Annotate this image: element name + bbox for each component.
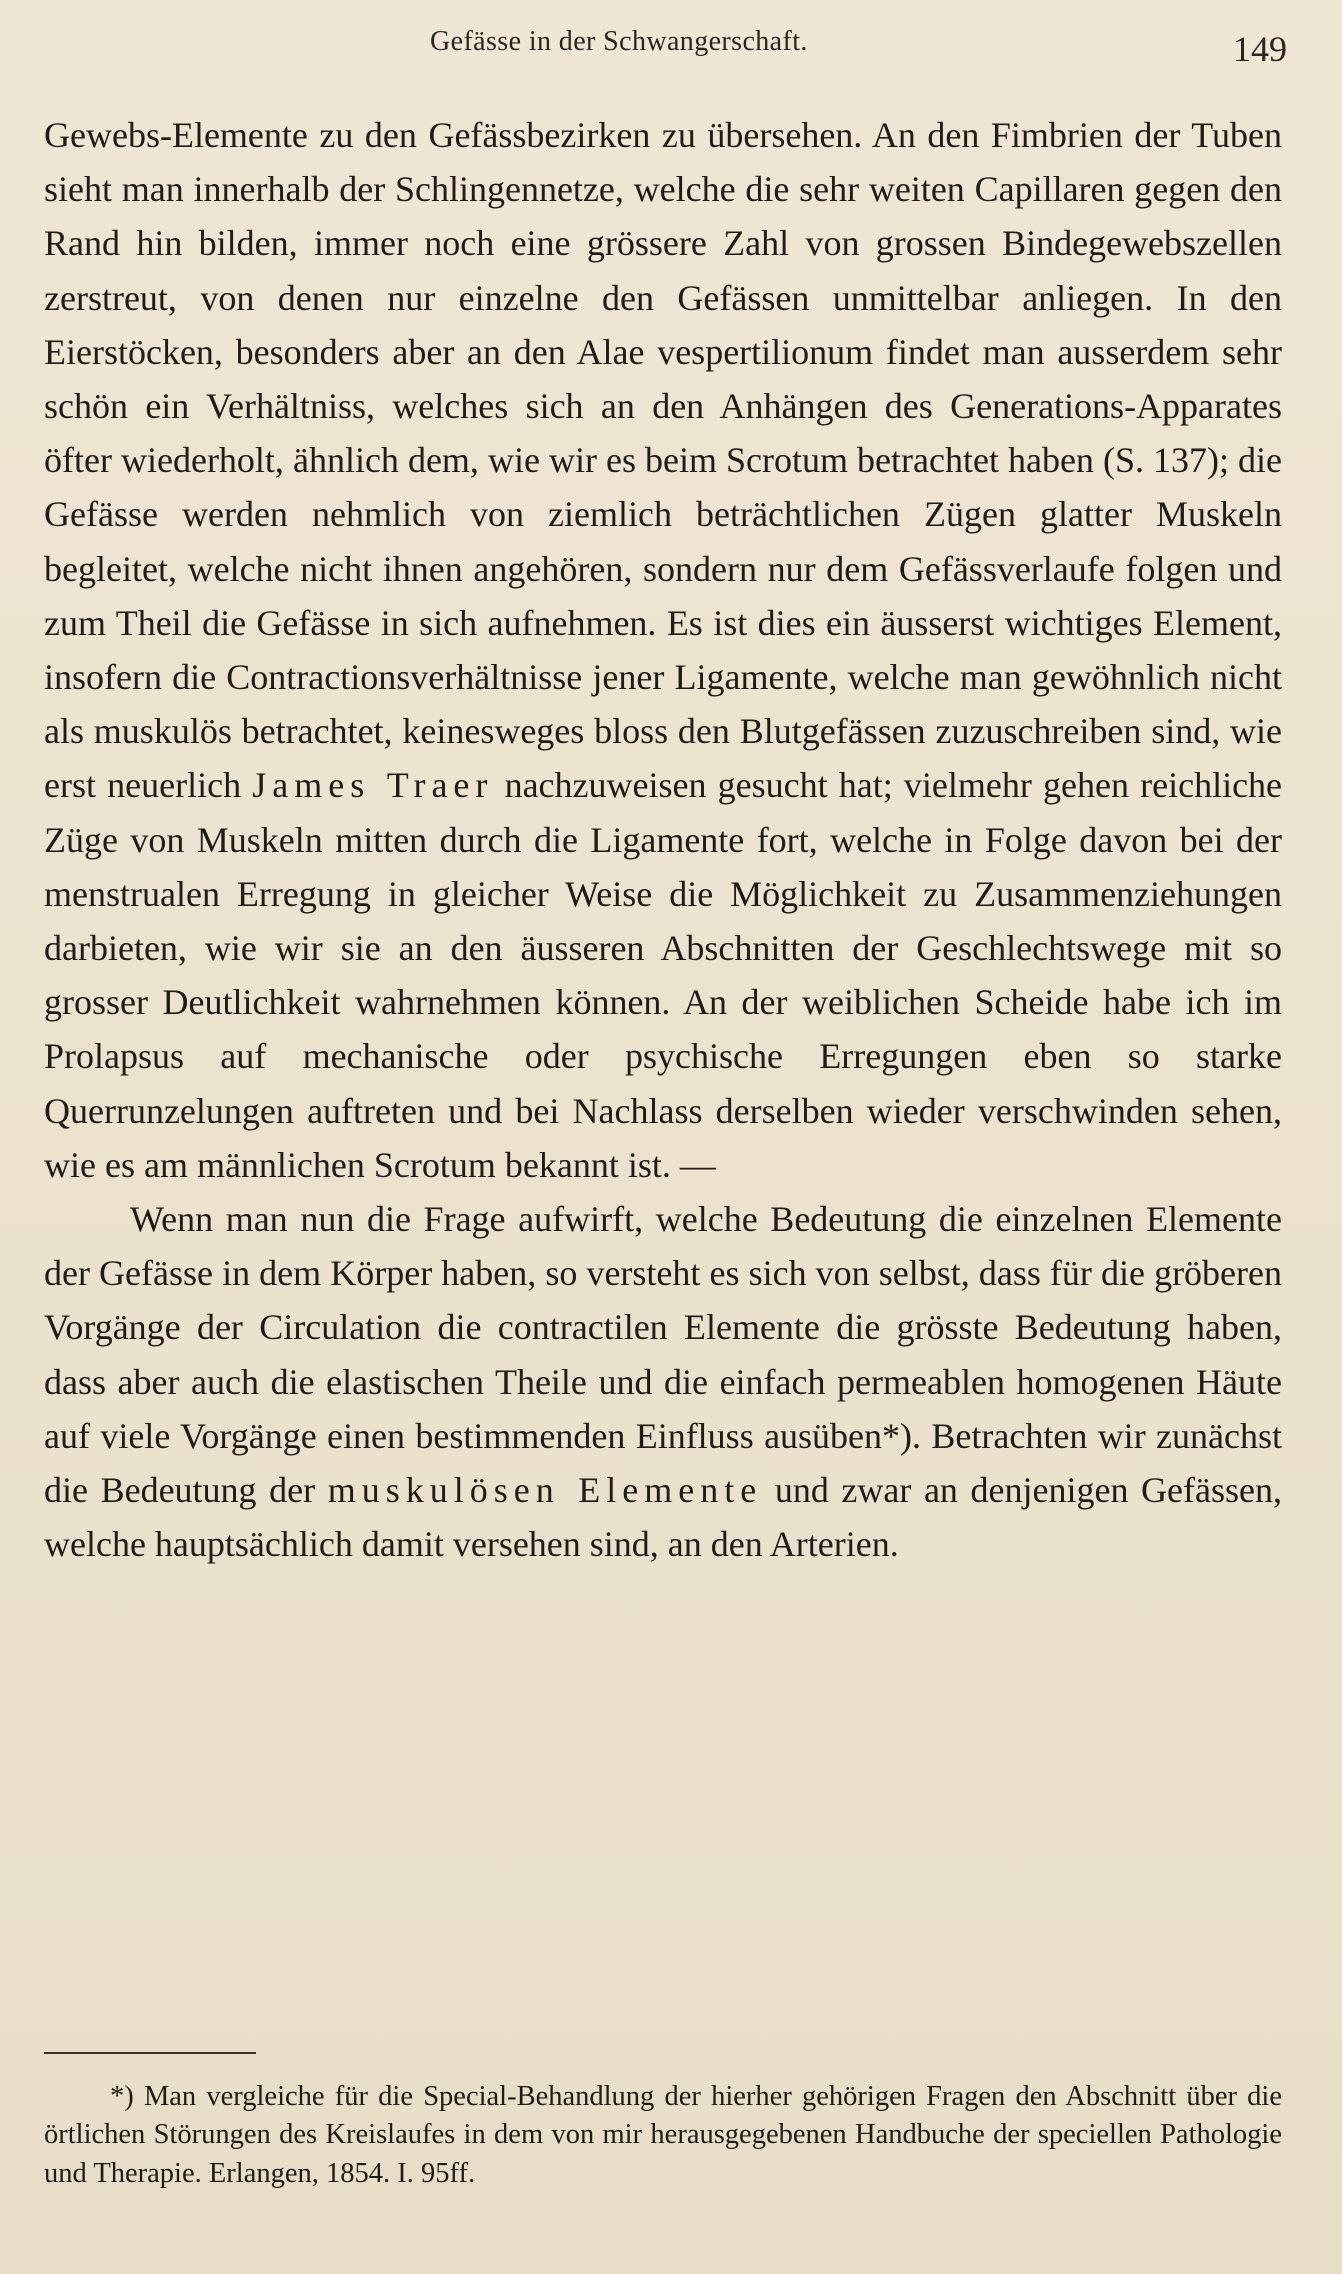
paragraph-1-text-a: Gewebs-Elemente zu den Gefässbezirken zu übersehen. An den Fimbrien der Tuben sieht man innerhalb der Schlingennetze, welche die sehr weiten Capillaren gegen den Rand hin bilden, immer noch eine grössere Zahl von grossen Bindegewebszellen zerstreut, von denen nur einzelne den Gefässen unmittelbar anliegen. In den Eierstöcken, besonders aber an den Alae vespertilionum findet man ausserdem sehr schön ein Verhältniss, welches sich an den Anhängen des Generations-Apparates öfter wiederholt, ähnlich dem, wie wir es beim Scrotum betrachtet haben (S. 137); die Gefässe werden nehmlich von ziemlich beträchtlichen Zügen glatter Muskeln begleitet, welche nicht ihnen angehören, sondern nur dem Gefässverlaufe folgen und zum Theil die Gefässe in sich aufnehmen. Es ist dies ein äusserst wichtiges Element, insofern die Contractionsverhältnisse jener Ligamente, welche man gewöhnlich nicht als muskulös betrachtet, keinesweges bloss den Blutgefässen zuzuschreiben sind, wie erst neuerlich: [44, 115, 1282, 806]
footnote: *) Man vergleiche für die Special-Behandlung der hierher gehörigen Fragen den Abschnitt über die örtlichen Störungen des Kreislaufes in dem von mir herausgegebenen Handbuche der speciellen Pathologie und Therapie. Erlangen, 1854. I. 95ff.: [44, 2081, 1282, 2189]
main-text-block: [44, 108, 1282, 1571]
page-number: 149: [1233, 29, 1287, 69]
paragraph-1-text-b: nachzuweisen gesucht hat; vielmehr gehen reichliche Züge von Muskeln mitten durch die Ligamente fort, welche in Folge davon bei der menstrualen Erregung in gleicher Weise die Möglichkeit zu Zusammenziehungen darbieten, wie wir sie an den äusseren Abschnitten der Geschlechtswege mit so grosser Deutlichkeit wahrnehmen können. An der weiblichen Scheide habe ich im Prolapsus auf mechanische oder psychische Erregungen eben so starke Querrunzelungen auftreten und bei Nachlass derselben wieder verschwinden sehen, wie es am männlichen Scrotum bekannt ist. —: [44, 765, 1283, 1185]
footnote-separator: [44, 2052, 256, 2054]
paragraph-2-text-a: Wenn man nun die Frage aufwirft, welche Bedeutung die einzelnen Elemente der Gefässe in dem Körper haben, so versteht es sich von selbst, dass für die gröberen Vorgänge der Circulation die contractilen Elemente die grösste Bedeutung haben, dass aber auch die elastischen Theile und die einfach permeablen homogenen Häute auf viele Vorgänge einen bestimmenden Einfluss ausüben*). Betrachten wir zunächst die Bedeutung der: [44, 1199, 1282, 1511]
paragraph-1: [44, 108, 1282, 1192]
paragraph-2: [44, 1192, 1282, 1571]
emphasis-spaced: muskulösen Elemente: [327, 1470, 763, 1511]
author-name-spaced: James Traer: [252, 765, 494, 806]
running-head-title: Gefässe in der Schwangerschaft.: [430, 26, 808, 57]
paragraph-2-text-b: und zwar an denjenigen Gefässen, welche hauptsächlich damit versehen sind, an den Arterien.: [44, 1470, 1282, 1565]
